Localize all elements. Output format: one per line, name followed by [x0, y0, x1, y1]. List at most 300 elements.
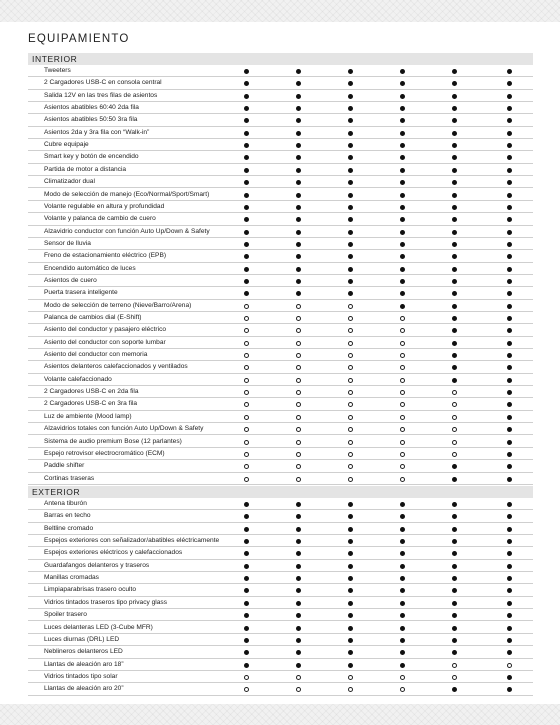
- not-available-circle-icon: [296, 353, 301, 358]
- standard-dot-icon: [348, 254, 353, 259]
- standard-dot-icon: [348, 81, 353, 86]
- standard-dot-icon: [400, 254, 405, 259]
- standard-dot-icon: [348, 168, 353, 173]
- equipment-row: [28, 102, 533, 114]
- standard-dot-icon: [452, 106, 457, 111]
- equipment-row: [28, 164, 533, 176]
- not-available-circle-icon: [244, 390, 249, 395]
- standard-dot-icon: [507, 601, 512, 606]
- equipment-row: [28, 374, 533, 386]
- equipment-row: [28, 300, 533, 312]
- equipment-row: [28, 238, 533, 250]
- standard-dot-icon: [452, 638, 457, 643]
- not-available-circle-icon: [348, 427, 353, 432]
- standard-dot-icon: [348, 551, 353, 556]
- standard-dot-icon: [452, 193, 457, 198]
- standard-dot-icon: [452, 626, 457, 631]
- equipment-row: [28, 659, 533, 671]
- standard-dot-icon: [507, 168, 512, 173]
- standard-dot-icon: [244, 638, 249, 643]
- standard-dot-icon: [296, 168, 301, 173]
- standard-dot-icon: [400, 514, 405, 519]
- standard-dot-icon: [507, 205, 512, 210]
- standard-dot-icon: [296, 205, 301, 210]
- equipment-row: [28, 176, 533, 188]
- standard-dot-icon: [507, 502, 512, 507]
- standard-dot-icon: [348, 576, 353, 581]
- standard-dot-icon: [507, 440, 512, 445]
- standard-dot-icon: [507, 131, 512, 136]
- standard-dot-icon: [348, 143, 353, 148]
- not-available-circle-icon: [296, 440, 301, 445]
- standard-dot-icon: [452, 341, 457, 346]
- not-available-circle-icon: [452, 427, 457, 432]
- not-available-circle-icon: [296, 365, 301, 370]
- equipment-label: Alzavidrios totales con función Auto Up/Down & Safety: [44, 425, 204, 433]
- equipment-row: [28, 226, 533, 238]
- standard-dot-icon: [296, 118, 301, 123]
- standard-dot-icon: [452, 316, 457, 321]
- standard-dot-icon: [296, 143, 301, 148]
- standard-dot-icon: [244, 564, 249, 569]
- equipment-label: Alzavidrio conductor con función Auto Up/Down & Safety: [44, 227, 210, 235]
- standard-dot-icon: [452, 576, 457, 581]
- standard-dot-icon: [400, 650, 405, 655]
- standard-dot-icon: [244, 551, 249, 556]
- equipment-label: Partida de motor a distancia: [44, 165, 127, 173]
- equipment-row: [28, 250, 533, 262]
- not-available-circle-icon: [348, 402, 353, 407]
- standard-dot-icon: [348, 650, 353, 655]
- standard-dot-icon: [348, 663, 353, 668]
- equipment-label: Freno de estacionamiento eléctrico (EPB): [44, 252, 167, 260]
- standard-dot-icon: [452, 687, 457, 692]
- standard-dot-icon: [244, 217, 249, 222]
- standard-dot-icon: [507, 353, 512, 358]
- standard-dot-icon: [244, 94, 249, 99]
- standard-dot-icon: [400, 230, 405, 235]
- not-available-circle-icon: [296, 402, 301, 407]
- equipment-label: Luz de ambiente (Mood lamp): [44, 412, 132, 420]
- equipment-label: Volante calefaccionado: [44, 375, 112, 383]
- standard-dot-icon: [400, 106, 405, 111]
- standard-dot-icon: [348, 527, 353, 532]
- standard-dot-icon: [348, 638, 353, 643]
- equipment-label: Smart key y botón de encendido: [44, 153, 139, 161]
- standard-dot-icon: [452, 365, 457, 370]
- standard-dot-icon: [400, 205, 405, 210]
- standard-dot-icon: [296, 539, 301, 544]
- standard-dot-icon: [244, 588, 249, 593]
- standard-dot-icon: [507, 291, 512, 296]
- equipment-row: [28, 312, 533, 324]
- equipment-label: Vidrios tintados tipo solar: [44, 672, 118, 680]
- standard-dot-icon: [400, 601, 405, 606]
- not-available-circle-icon: [400, 353, 405, 358]
- standard-dot-icon: [244, 193, 249, 198]
- not-available-circle-icon: [244, 477, 249, 482]
- not-available-circle-icon: [400, 402, 405, 407]
- standard-dot-icon: [400, 304, 405, 309]
- equipment-label: Volante regulable en altura y profundidad: [44, 202, 165, 210]
- standard-dot-icon: [400, 576, 405, 581]
- equipment-label: Neblineros delanteros LED: [44, 648, 123, 656]
- not-available-circle-icon: [452, 415, 457, 420]
- not-available-circle-icon: [452, 663, 457, 668]
- standard-dot-icon: [296, 230, 301, 235]
- standard-dot-icon: [400, 155, 405, 160]
- standard-dot-icon: [296, 613, 301, 618]
- standard-dot-icon: [400, 613, 405, 618]
- equipment-label: Espejos exteriores eléctricos y calefaccionados: [44, 549, 183, 557]
- section-header-interior: INTERIOR: [28, 53, 533, 65]
- equipment-label: Asientos de cuero: [44, 276, 97, 284]
- standard-dot-icon: [244, 291, 249, 296]
- standard-dot-icon: [452, 205, 457, 210]
- equipment-label: Limpiaparabrisas trasero oculto: [44, 586, 136, 594]
- standard-dot-icon: [507, 193, 512, 198]
- standard-dot-icon: [452, 155, 457, 160]
- standard-dot-icon: [452, 180, 457, 185]
- standard-dot-icon: [507, 180, 512, 185]
- standard-dot-icon: [452, 118, 457, 123]
- standard-dot-icon: [296, 69, 301, 74]
- standard-dot-icon: [452, 378, 457, 383]
- not-available-circle-icon: [296, 316, 301, 321]
- equipment-label: Manillas cromadas: [44, 574, 99, 582]
- equipment-row: [28, 510, 533, 522]
- standard-dot-icon: [348, 502, 353, 507]
- standard-dot-icon: [452, 304, 457, 309]
- standard-dot-icon: [507, 638, 512, 643]
- equipment-label: Asientos abatibles 60:40 2da fila: [44, 104, 139, 112]
- equipment-row: [28, 560, 533, 572]
- equipment-row: [28, 337, 533, 349]
- standard-dot-icon: [348, 539, 353, 544]
- not-available-circle-icon: [348, 452, 353, 457]
- standard-dot-icon: [296, 180, 301, 185]
- not-available-circle-icon: [452, 402, 457, 407]
- standard-dot-icon: [348, 155, 353, 160]
- equipment-row: [28, 646, 533, 658]
- not-available-circle-icon: [296, 378, 301, 383]
- equipment-label: Asiento del conductor con soporte lumbar: [44, 338, 166, 346]
- equipment-label: Vidrios tintados traseros tipo privacy glass: [44, 598, 168, 606]
- equipment-label: 2 Cargadores USB-C en consola central: [44, 79, 162, 87]
- equipment-row: [28, 349, 533, 361]
- standard-dot-icon: [507, 415, 512, 420]
- standard-dot-icon: [400, 663, 405, 668]
- equipment-label: Puerta trasera inteligente: [44, 289, 118, 297]
- standard-dot-icon: [507, 427, 512, 432]
- not-available-circle-icon: [244, 365, 249, 370]
- equipment-row: [28, 386, 533, 398]
- standard-dot-icon: [348, 291, 353, 296]
- standard-dot-icon: [244, 69, 249, 74]
- standard-dot-icon: [507, 390, 512, 395]
- equipment-row: [28, 213, 533, 225]
- standard-dot-icon: [296, 193, 301, 198]
- equipment-row: [28, 275, 533, 287]
- equipment-label: Espejos exteriores con señalizador/abatibles eléctricamente: [44, 537, 220, 545]
- top-pattern-band: [0, 0, 560, 22]
- not-available-circle-icon: [400, 440, 405, 445]
- standard-dot-icon: [507, 378, 512, 383]
- not-available-circle-icon: [348, 304, 353, 309]
- standard-dot-icon: [400, 279, 405, 284]
- standard-dot-icon: [400, 242, 405, 247]
- standard-dot-icon: [400, 638, 405, 643]
- standard-dot-icon: [400, 118, 405, 123]
- not-available-circle-icon: [507, 663, 512, 668]
- equipment-row: [28, 139, 533, 151]
- standard-dot-icon: [244, 626, 249, 631]
- equipment-row: [28, 460, 533, 472]
- not-available-circle-icon: [296, 464, 301, 469]
- equipment-row: [28, 65, 533, 77]
- not-available-circle-icon: [348, 464, 353, 469]
- standard-dot-icon: [400, 551, 405, 556]
- standard-dot-icon: [452, 353, 457, 358]
- standard-dot-icon: [296, 242, 301, 247]
- standard-dot-icon: [400, 267, 405, 272]
- standard-dot-icon: [244, 155, 249, 160]
- standard-dot-icon: [507, 254, 512, 259]
- not-available-circle-icon: [452, 440, 457, 445]
- equipment-row: [28, 263, 533, 275]
- not-available-circle-icon: [244, 402, 249, 407]
- standard-dot-icon: [452, 69, 457, 74]
- standard-dot-icon: [507, 626, 512, 631]
- equipment-row: [28, 423, 533, 435]
- standard-dot-icon: [507, 650, 512, 655]
- equipment-label: Sensor de lluvia: [44, 239, 91, 247]
- not-available-circle-icon: [296, 452, 301, 457]
- not-available-circle-icon: [348, 341, 353, 346]
- standard-dot-icon: [452, 502, 457, 507]
- equipment-row: [28, 683, 533, 695]
- equipment-row: [28, 448, 533, 460]
- equipment-row: [28, 547, 533, 559]
- not-available-circle-icon: [400, 415, 405, 420]
- standard-dot-icon: [400, 69, 405, 74]
- standard-dot-icon: [507, 304, 512, 309]
- equipment-row: [28, 114, 533, 126]
- not-available-circle-icon: [244, 353, 249, 358]
- not-available-circle-icon: [348, 365, 353, 370]
- standard-dot-icon: [348, 131, 353, 136]
- standard-dot-icon: [296, 502, 301, 507]
- not-available-circle-icon: [400, 390, 405, 395]
- equipment-label: Palanca de cambios dial (E-Shift): [44, 314, 142, 321]
- equipment-row: [28, 324, 533, 336]
- equipment-label: 2 Cargadores USB-C en 3ra fila: [44, 400, 138, 408]
- equipment-row: [28, 622, 533, 634]
- standard-dot-icon: [507, 316, 512, 321]
- standard-dot-icon: [296, 576, 301, 581]
- equipment-row: [28, 151, 533, 163]
- not-available-circle-icon: [452, 675, 457, 680]
- not-available-circle-icon: [400, 365, 405, 370]
- equipment-row: [28, 287, 533, 299]
- standard-dot-icon: [400, 527, 405, 532]
- equipment-label: Climatizador dual: [44, 178, 95, 186]
- standard-dot-icon: [507, 242, 512, 247]
- equipment-row: [28, 609, 533, 621]
- not-available-circle-icon: [452, 452, 457, 457]
- standard-dot-icon: [452, 230, 457, 235]
- equipment-row: [28, 671, 533, 683]
- not-available-circle-icon: [244, 452, 249, 457]
- not-available-circle-icon: [400, 675, 405, 680]
- standard-dot-icon: [507, 230, 512, 235]
- equipment-row: [28, 597, 533, 609]
- standard-dot-icon: [452, 514, 457, 519]
- equipment-row: [28, 535, 533, 547]
- standard-dot-icon: [244, 279, 249, 284]
- standard-dot-icon: [507, 613, 512, 618]
- standard-dot-icon: [400, 217, 405, 222]
- standard-dot-icon: [400, 81, 405, 86]
- standard-dot-icon: [348, 230, 353, 235]
- standard-dot-icon: [507, 143, 512, 148]
- standard-dot-icon: [348, 626, 353, 631]
- standard-dot-icon: [400, 143, 405, 148]
- standard-dot-icon: [507, 217, 512, 222]
- standard-dot-icon: [452, 267, 457, 272]
- equipment-label: Barras en techo: [44, 512, 91, 520]
- not-available-circle-icon: [452, 390, 457, 395]
- not-available-circle-icon: [296, 341, 301, 346]
- standard-dot-icon: [348, 279, 353, 284]
- equipment-label: Paddle shifter: [44, 462, 85, 470]
- equipment-label: Antena tiburón: [44, 500, 87, 507]
- standard-dot-icon: [296, 291, 301, 296]
- standard-dot-icon: [296, 279, 301, 284]
- standard-dot-icon: [296, 106, 301, 111]
- not-available-circle-icon: [348, 477, 353, 482]
- standard-dot-icon: [452, 279, 457, 284]
- standard-dot-icon: [244, 118, 249, 123]
- standard-dot-icon: [507, 106, 512, 111]
- standard-dot-icon: [452, 601, 457, 606]
- not-available-circle-icon: [244, 427, 249, 432]
- not-available-circle-icon: [244, 341, 249, 346]
- not-available-circle-icon: [400, 341, 405, 346]
- not-available-circle-icon: [400, 464, 405, 469]
- equipment-row: [28, 498, 533, 510]
- equipment-label: Modo de selección de terreno (Nieve/Barro/Arena): [44, 301, 192, 309]
- not-available-circle-icon: [348, 440, 353, 445]
- standard-dot-icon: [507, 564, 512, 569]
- standard-dot-icon: [348, 118, 353, 123]
- section-header-exterior: EXTERIOR: [28, 486, 533, 498]
- standard-dot-icon: [244, 613, 249, 618]
- not-available-circle-icon: [400, 452, 405, 457]
- standard-dot-icon: [452, 564, 457, 569]
- not-available-circle-icon: [348, 390, 353, 395]
- equipment-row: [28, 90, 533, 102]
- standard-dot-icon: [296, 131, 301, 136]
- standard-dot-icon: [244, 168, 249, 173]
- standard-dot-icon: [296, 663, 301, 668]
- standard-dot-icon: [452, 551, 457, 556]
- standard-dot-icon: [348, 613, 353, 618]
- equipment-label: Spoiler trasero: [44, 611, 87, 619]
- standard-dot-icon: [507, 341, 512, 346]
- standard-dot-icon: [400, 291, 405, 296]
- standard-dot-icon: [452, 588, 457, 593]
- standard-dot-icon: [507, 539, 512, 544]
- standard-dot-icon: [400, 539, 405, 544]
- equipment-label: Encendido automático de luces: [44, 264, 136, 272]
- equipment-label: Volante y palanca de cambio de cuero: [44, 215, 156, 223]
- equipment-label: Luces delanteras LED (3-Cube MFR): [44, 623, 153, 631]
- standard-dot-icon: [507, 464, 512, 469]
- not-available-circle-icon: [400, 427, 405, 432]
- standard-dot-icon: [452, 81, 457, 86]
- standard-dot-icon: [244, 81, 249, 86]
- not-available-circle-icon: [348, 353, 353, 358]
- standard-dot-icon: [400, 168, 405, 173]
- standard-dot-icon: [507, 402, 512, 407]
- not-available-circle-icon: [244, 464, 249, 469]
- standard-dot-icon: [507, 155, 512, 160]
- equipment-label: Llantas de aleación aro 18”: [44, 660, 124, 668]
- standard-dot-icon: [296, 626, 301, 631]
- equipment-label: Beltline cromado: [44, 524, 94, 532]
- standard-dot-icon: [507, 267, 512, 272]
- equipment-row: [28, 634, 533, 646]
- standard-dot-icon: [507, 94, 512, 99]
- standard-dot-icon: [348, 564, 353, 569]
- standard-dot-icon: [244, 143, 249, 148]
- standard-dot-icon: [296, 254, 301, 259]
- equipment-label: Luces diurnas (DRL) LED: [44, 635, 120, 643]
- standard-dot-icon: [507, 527, 512, 532]
- standard-dot-icon: [244, 242, 249, 247]
- equipment-label: Cortinas traseras: [44, 474, 95, 482]
- standard-dot-icon: [244, 230, 249, 235]
- standard-dot-icon: [452, 613, 457, 618]
- standard-dot-icon: [296, 588, 301, 593]
- not-available-circle-icon: [244, 378, 249, 383]
- equipment-row: [28, 189, 533, 201]
- standard-dot-icon: [400, 193, 405, 198]
- standard-dot-icon: [507, 452, 512, 457]
- standard-dot-icon: [507, 365, 512, 370]
- equipment-label: Sistema de audio premium Bose (12 parlantes): [44, 437, 182, 445]
- standard-dot-icon: [348, 514, 353, 519]
- not-available-circle-icon: [244, 440, 249, 445]
- standard-dot-icon: [296, 564, 301, 569]
- equipment-label: Asiento del conductor con memoria: [44, 351, 148, 359]
- standard-dot-icon: [507, 69, 512, 74]
- standard-dot-icon: [296, 551, 301, 556]
- standard-dot-icon: [296, 217, 301, 222]
- standard-dot-icon: [244, 650, 249, 655]
- not-available-circle-icon: [244, 415, 249, 420]
- standard-dot-icon: [507, 514, 512, 519]
- equipment-row: [28, 584, 533, 596]
- standard-dot-icon: [452, 291, 457, 296]
- bottom-pattern-band: [0, 704, 560, 725]
- not-available-circle-icon: [296, 415, 301, 420]
- equipment-label: Asientos abatibles 50:50 3ra fila: [44, 116, 138, 124]
- standard-dot-icon: [400, 94, 405, 99]
- not-available-circle-icon: [244, 316, 249, 321]
- standard-dot-icon: [244, 502, 249, 507]
